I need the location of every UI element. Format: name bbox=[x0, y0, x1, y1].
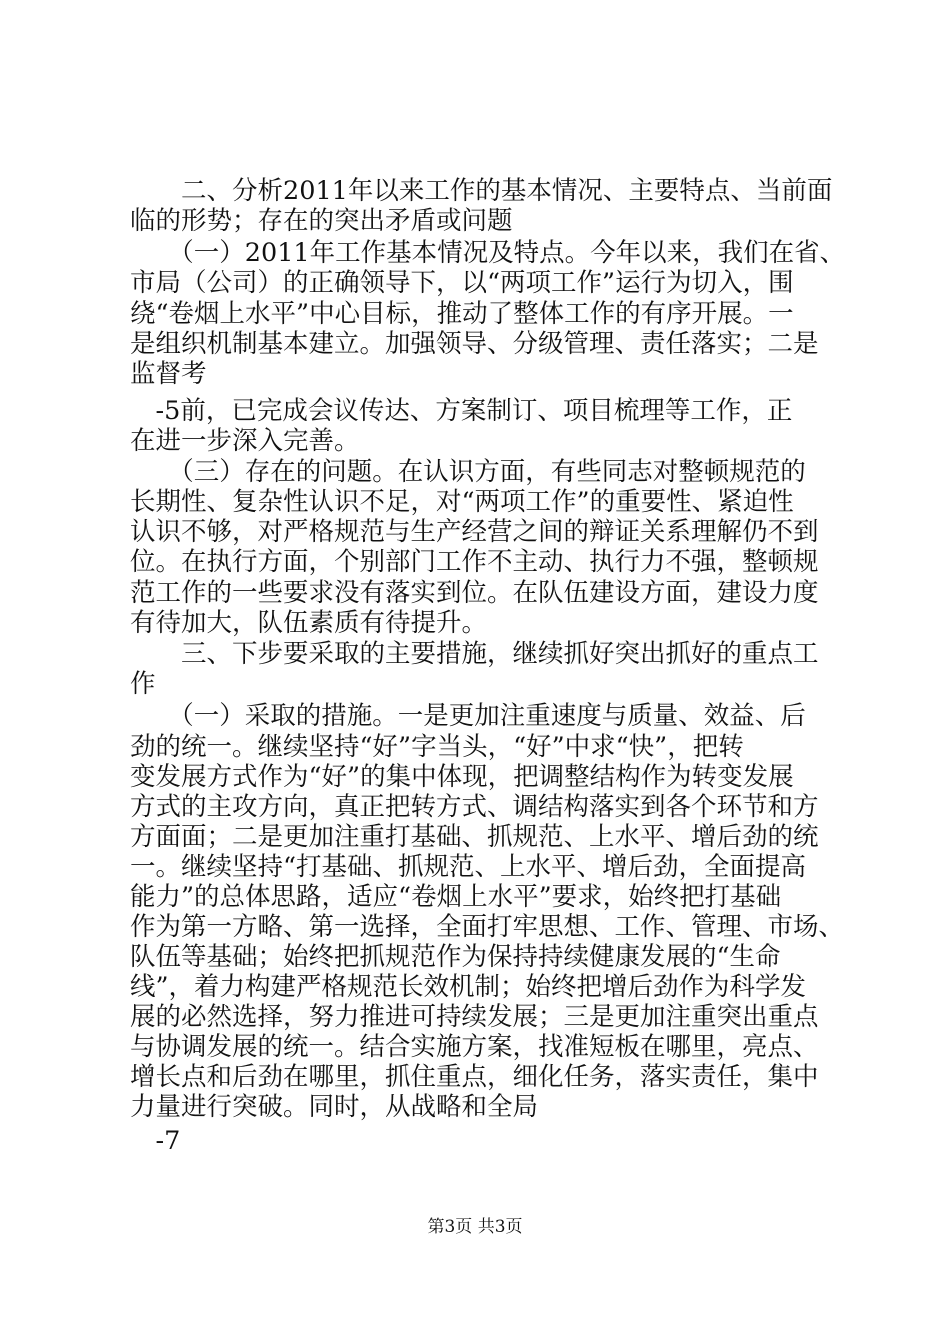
body-line: 位。在执行方面，个别部门工作不主动、执行力不强，整顿规 bbox=[130, 547, 819, 577]
page-footer: 第3页 共3页 bbox=[427, 1217, 523, 1237]
body-line: 展的必然选择，努力推进可持续发展；三是更加注重突出重点 bbox=[130, 1002, 819, 1032]
body-line: 范工作的一些要求没有落实到位。在队伍建设方面，建设力度 bbox=[130, 578, 819, 608]
body-line: 变发展方式作为“好”的集中体现，把调整结构作为转变发展 bbox=[130, 762, 794, 792]
body-line: 与协调发展的统一。结合实施方案，找准短板在哪里，亮点、 bbox=[130, 1032, 819, 1062]
body-line: （三）存在的问题。在认识方面，有些同志对整顿规范的 bbox=[130, 457, 806, 487]
body-line: 是组织机制基本建立。加强领导、分级管理、责任落实；二是 bbox=[130, 329, 819, 359]
body-line: 市局（公司）的正确领导下，以“两项工作”运行为切入，围 bbox=[130, 268, 794, 298]
body-line: 力量进行突破。同时，从战略和全局 bbox=[130, 1092, 539, 1122]
body-line: 一。继续坚持“打基础、抓规范、上水平、增后劲，全面提高 bbox=[130, 852, 807, 882]
body-line: 监督考 bbox=[130, 359, 207, 389]
body-line: 队伍等基础；始终把抓规范作为保持持续健康发展的“生命 bbox=[130, 942, 781, 972]
body-line: 长期性、复杂性认识不足，对“两项工作”的重要性、紧迫性 bbox=[130, 487, 794, 517]
body-line: 认识不够，对严格规范与生产经营之间的辩证关系理解仍不到 bbox=[130, 517, 819, 547]
body-line: 方面面；二是更加注重打基础、抓规范、上水平、增后劲的统 bbox=[130, 822, 819, 852]
body-line: 在进一步深入完善。 bbox=[130, 426, 360, 456]
body-line: 绕“卷烟上水平”中心目标，推动了整体工作的有序开展。一 bbox=[130, 299, 794, 329]
body-line: 劲的统一。继续坚持“好”字当头，“好”中求“快”，把转 bbox=[130, 732, 744, 762]
body-line: （一）2011年工作基本情况及特点。今年以来，我们在省、 bbox=[130, 238, 846, 268]
body-line: 线”，着力构建严格规范长效机制；始终把增后劲作为科学发 bbox=[130, 972, 807, 1002]
body-line: -5前，已完成会议传达、方案制订、项目梳理等工作，正 bbox=[130, 396, 793, 426]
body-line: 能力”的总体思路，适应“卷烟上水平”要求，始终把打基础 bbox=[130, 882, 782, 912]
body-line: （一）采取的措施。一是更加注重速度与质量、效益、后 bbox=[130, 701, 806, 731]
body-line: 三、下步要采取的主要措施，继续抓好突出抓好的重点工 bbox=[130, 639, 819, 669]
body-line: 作为第一方略、第一选择，全面打牢思想、工作、管理、市场、 bbox=[130, 912, 845, 942]
body-line: 作 bbox=[130, 669, 156, 699]
body-line: 临的形势；存在的突出矛盾或问题 bbox=[130, 206, 513, 236]
body-line: 二、分析2011年以来工作的基本情况、主要特点、当前面 bbox=[130, 176, 833, 206]
body-line: 有待加大，队伍素质有待提升。 bbox=[130, 608, 488, 638]
body-line: -7 bbox=[130, 1126, 181, 1156]
body-line: 方式的主攻方向，真正把转方式、调结构落实到各个环节和方 bbox=[130, 792, 819, 822]
body-line: 增长点和后劲在哪里，抓住重点，细化任务，落实责任，集中 bbox=[130, 1062, 819, 1092]
